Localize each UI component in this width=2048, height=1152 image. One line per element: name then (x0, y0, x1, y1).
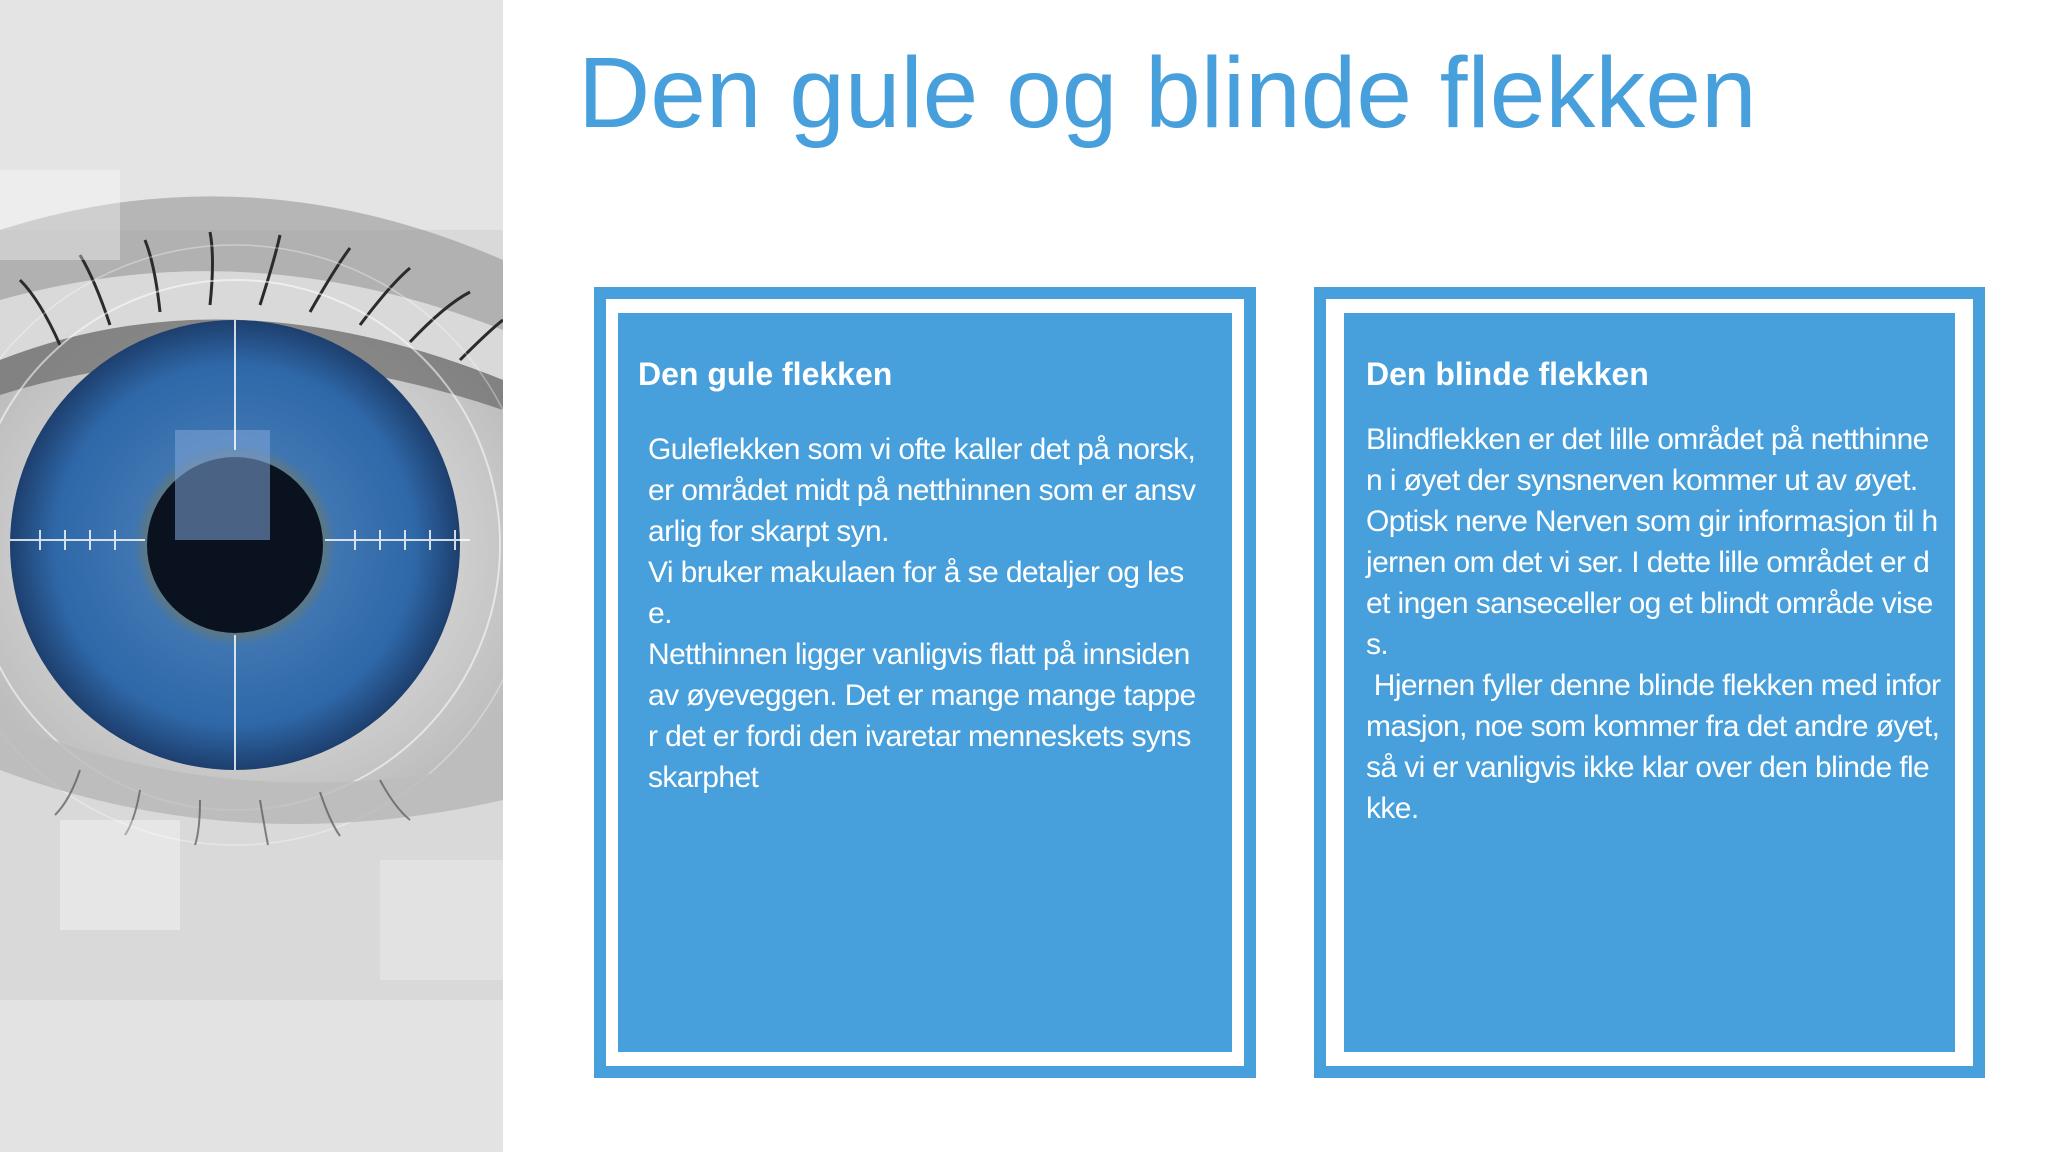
card-paragraph: Vi bruker makulaen for å se detaljer og lese. (648, 556, 1184, 631)
card-heading: Den blinde flekken (1366, 356, 1649, 392)
card-body (1366, 419, 1948, 829)
card-paragraph: Guleflekken som vi ofte kaller det på norsk, er området midt på netthinnen som er ansvarlig for skarpt syn. (648, 433, 1196, 549)
card-gule-flekken (594, 287, 1256, 1078)
card-content (1344, 313, 1955, 1052)
card-paragraph: Blindflekken er det lille området på netthinnen i øyet der synsnerven kommer ut av øyet. Optisk nerve Nerven som gir informasjon til hjernen om det vi ser. I dette lille området er det ingen sanseceller og et blindt område vises. (1366, 423, 1938, 662)
card-blinde-flekken (1314, 287, 1985, 1078)
eye-photo (0, 0, 503, 1152)
page-title: Den gule og blinde flekken (578, 37, 1757, 149)
eye-illustration (0, 0, 503, 1152)
card-heading: Den gule flekken (638, 356, 893, 392)
card-content (618, 313, 1232, 1052)
card-paragraph: Hjernen fyller denne blinde flekken med informasjon, noe som kommer fra det andre øyet, så vi er vanligvis ikke klar over den blinde flekke. (1366, 669, 1948, 826)
card-paragraph: Netthinnen ligger vanligvis flatt på innsiden av øyeveggen. Det er mange mange tapper det er fordi den ivaretar menneskets synsskarphet (648, 638, 1196, 795)
card-body (638, 429, 1204, 798)
